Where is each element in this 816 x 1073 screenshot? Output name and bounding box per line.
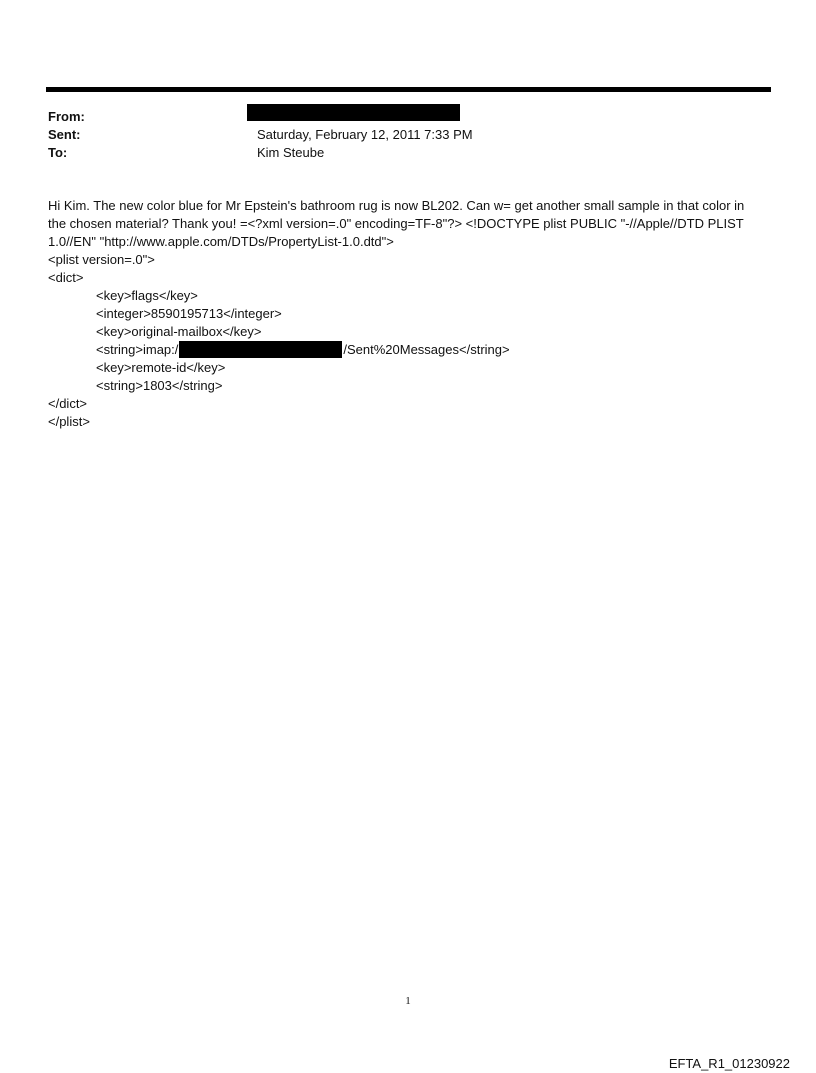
body-line: 1.0//EN" "http://www.apple.com/DTDs/PropertyList-1.0.dtd">: [48, 234, 394, 249]
document-id: EFTA_R1_01230922: [668, 1056, 790, 1071]
imap-redaction: [179, 341, 342, 358]
plist-open: <plist version=.0">: [48, 252, 155, 267]
integer-flags: <integer>8590195713</integer>: [96, 306, 282, 321]
page-number: 1: [405, 995, 411, 1007]
sent-value: Saturday, February 12, 2011 7:33 PM: [257, 127, 473, 142]
sent-label: Sent:: [48, 127, 81, 142]
header-divider: [46, 87, 771, 92]
key-remote: <key>remote-id</key>: [96, 360, 226, 375]
key-flags: <key>flags</key>: [96, 288, 198, 303]
imap-suffix: /Sent%20Messages</string>: [343, 342, 510, 357]
plist-close: </plist>: [48, 414, 90, 429]
to-value: Kim Steube: [257, 145, 325, 160]
body-line: Hi Kim. The new color blue for Mr Epstein's bathroom rug is now BL202. Can w= get another small sample in that color in: [48, 198, 745, 213]
from-label: From:: [48, 109, 85, 124]
email-body: [48, 197, 774, 431]
from-redaction: [247, 104, 460, 121]
dict-close: </dict>: [48, 396, 88, 411]
to-label: To:: [48, 145, 68, 160]
string-imap: [48, 341, 774, 359]
dict-open: <dict>: [48, 270, 84, 285]
key-mailbox: <key>original-mailbox</key>: [96, 324, 262, 339]
string-remote: <string>1803</string>: [96, 378, 223, 393]
imap-prefix: <string>imap:/: [96, 342, 179, 357]
body-line: the chosen material? Thank you! =<?xml version=.0" encoding=TF-8"?> <!DOCTYPE plist PUBLIC "-//Apple//DTD PLIST: [48, 216, 744, 231]
